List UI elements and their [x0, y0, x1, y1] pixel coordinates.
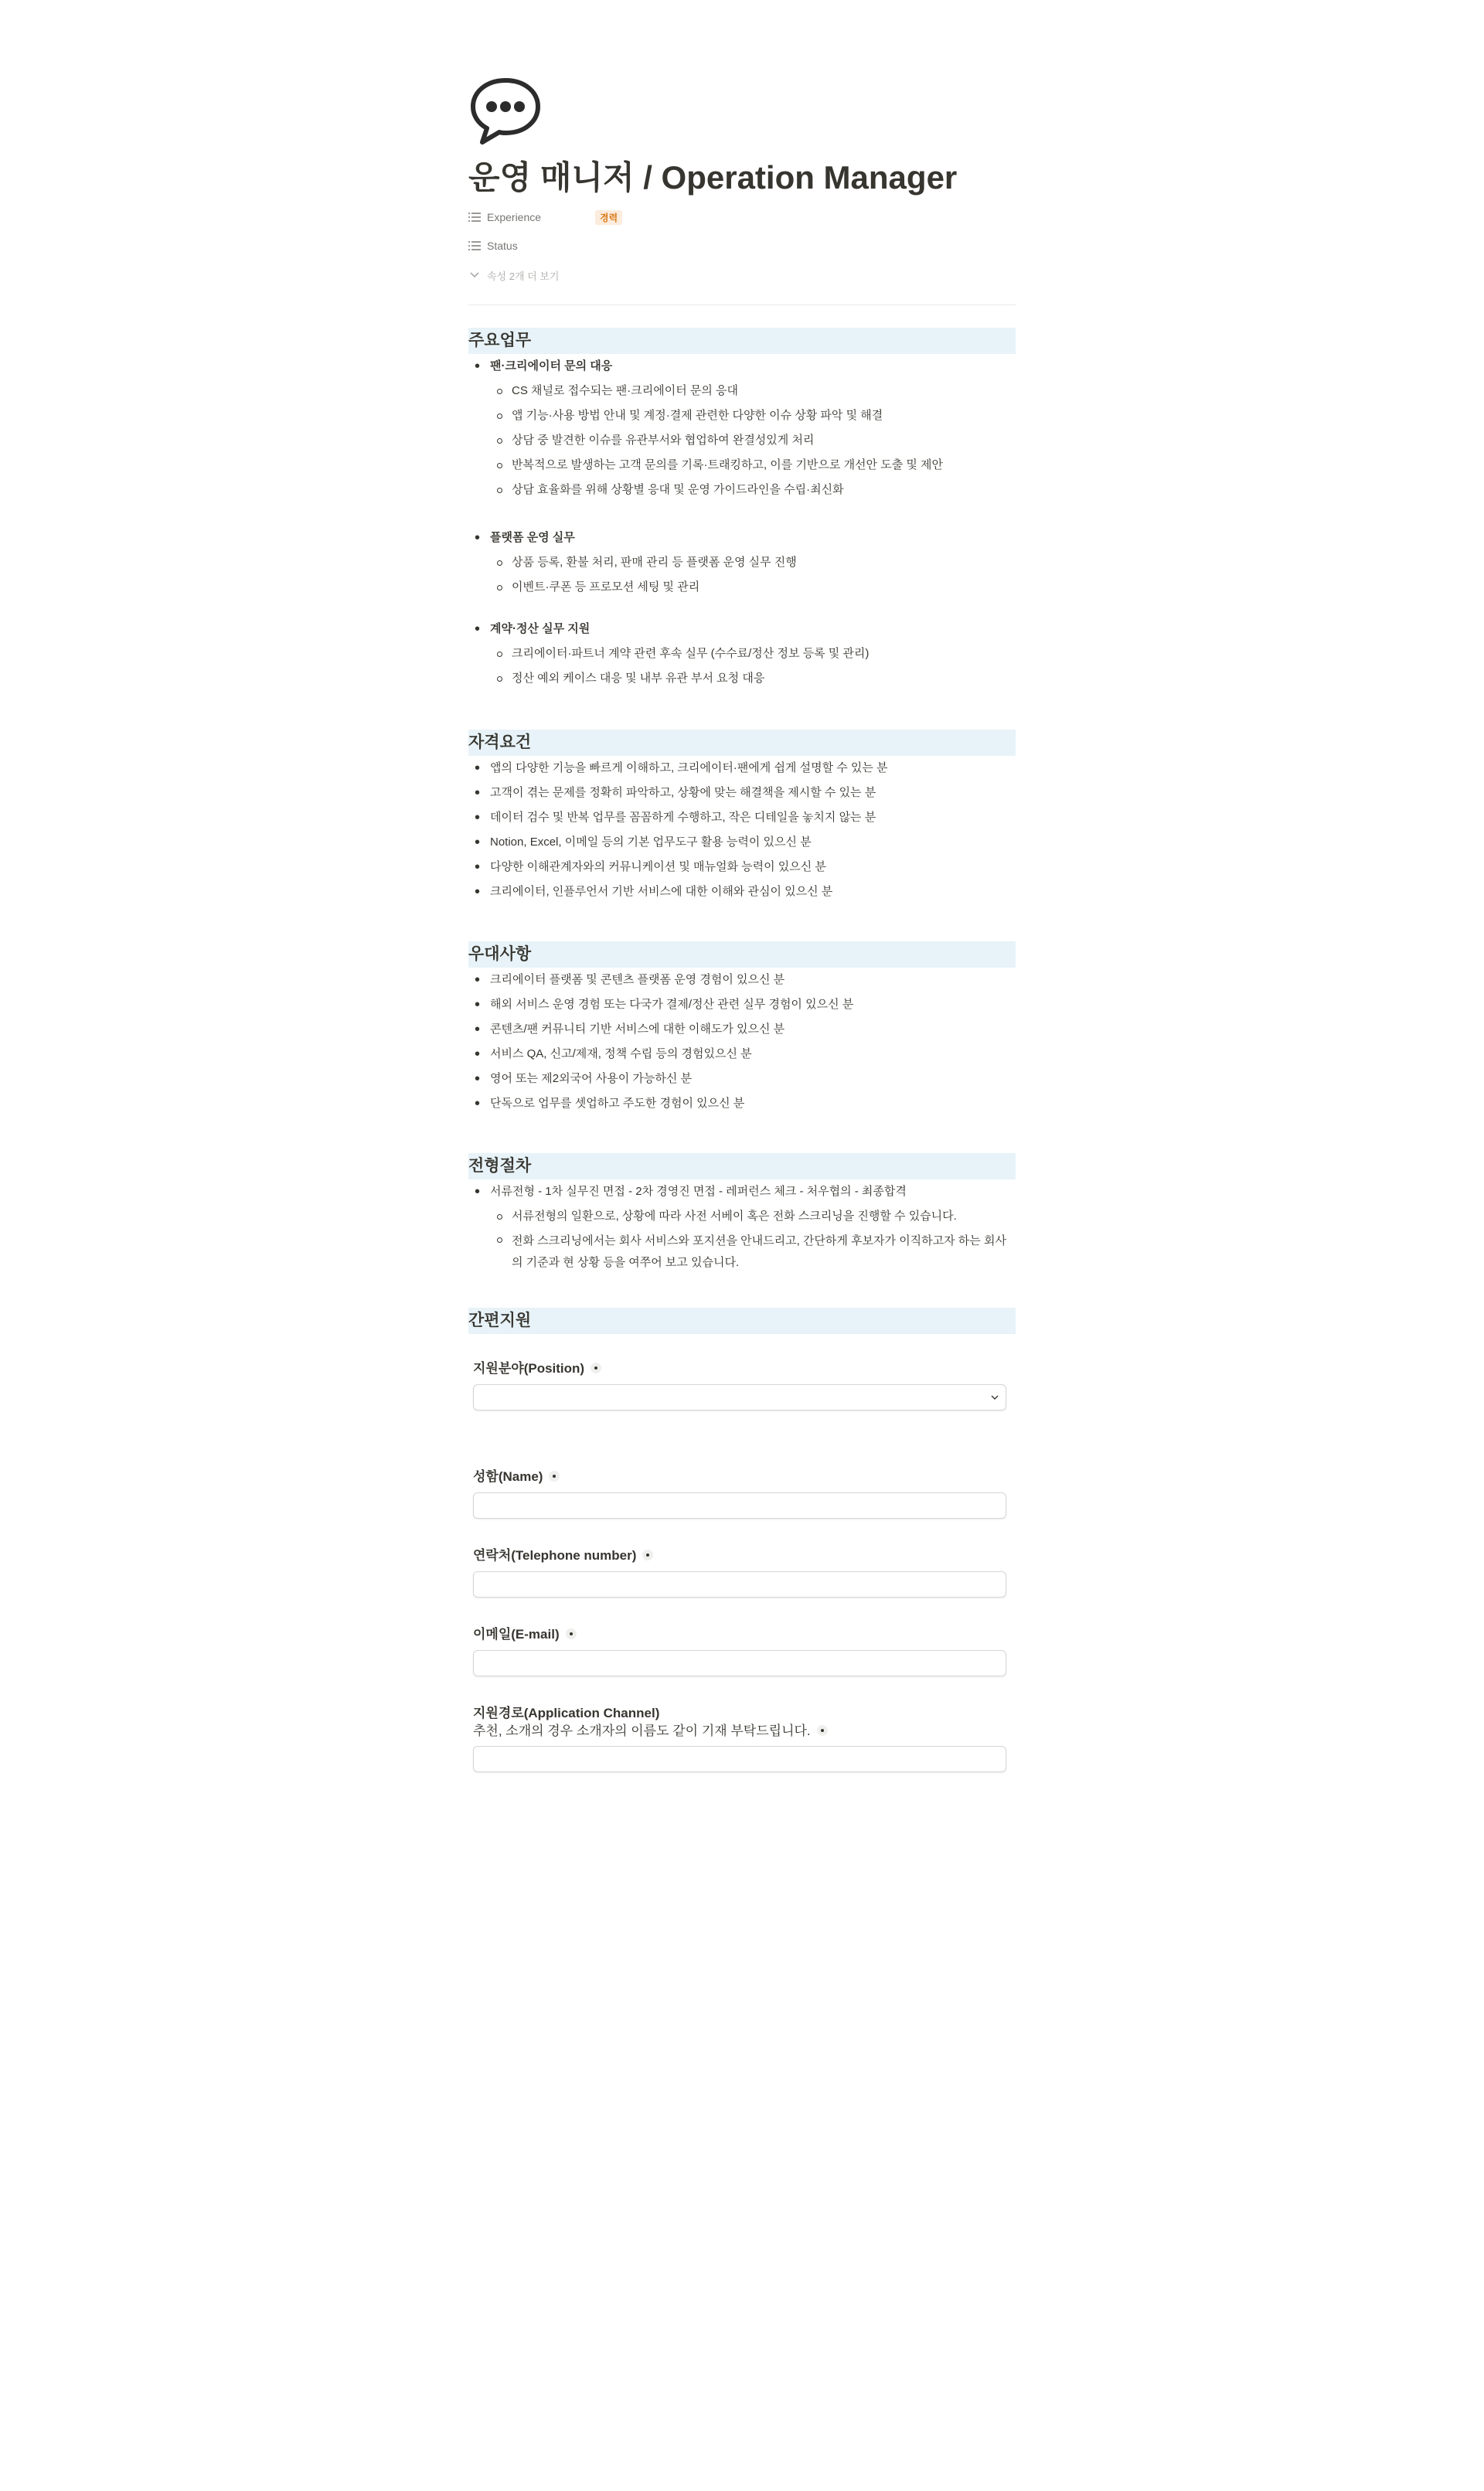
list-icon	[468, 240, 481, 251]
list-item: 전화 스크리닝에서는 회사 서비스와 포지션을 안내드리고, 간단하게 후보자가 이직하고자 하는 회사의 기준과 현 상황 등을 여쭈어 보고 있습니다.	[468, 1229, 1016, 1275]
position-select[interactable]	[473, 1384, 1006, 1411]
channel-input[interactable]	[474, 1747, 1006, 1771]
section-duties	[468, 328, 1016, 691]
list-item: • 서비스 QA, 신고/제재, 정책 수립 등의 경험있으신 분	[468, 1042, 1016, 1067]
show-more-properties-button[interactable]	[468, 265, 559, 285]
channel-description: 추천, 소개의 경우 소개자의 이름도 같이 기재 부탁드립니다.	[473, 1720, 828, 1739]
name-input[interactable]	[474, 1493, 1006, 1518]
section-process	[468, 1153, 1016, 1275]
chevron-down-icon	[990, 1393, 999, 1402]
list-item: • 앱의 다양한 기능을 빠르게 이해하고, 크리에이터·팬에게 쉽게 설명할 수 있는 분	[468, 756, 1016, 781]
list-item: 상담 중 발견한 이슈를 유관부서와 협업하여 완결성있게 처리	[468, 428, 1016, 453]
phone-input[interactable]	[474, 1572, 1006, 1597]
required-indicator-icon	[591, 1363, 601, 1373]
section-heading: 자격요건	[468, 730, 1016, 756]
list-item: • 콘텐츠/팬 커뮤니티 기반 서비스에 대한 이해도가 있으신 분	[468, 1017, 1016, 1042]
list-icon	[468, 212, 481, 223]
section-heading: 우대사항	[468, 941, 1016, 968]
list-item: 이벤트·쿠폰 등 프로모션 세팅 및 관리	[468, 575, 1016, 600]
list-item: 반복적으로 발생하는 고객 문의를 기록·트래킹하고, 이를 기반으로 개선안 도출 및 제안	[468, 453, 1016, 478]
phone-field[interactable]	[473, 1571, 1006, 1598]
list-item: • 계약·정산 실무 지원	[468, 617, 1016, 641]
section-qualifications	[468, 730, 1016, 904]
section-apply	[468, 1308, 1016, 1334]
required-indicator-icon	[566, 1628, 577, 1639]
speech-bubble-icon[interactable]	[468, 76, 543, 145]
property-experience[interactable]	[468, 207, 622, 227]
section-heading: 간편지원	[468, 1308, 1016, 1334]
position-input[interactable]	[474, 1385, 1006, 1410]
page-title: 운영 매니저 / Operation Manager	[468, 159, 958, 196]
channel-field[interactable]	[473, 1746, 1006, 1772]
show-more-label: 속성 2개 더 보기	[487, 270, 560, 282]
list-item: • 크리에이터, 인플루언서 기반 서비스에 대한 이해와 관심이 있으신 분	[468, 880, 1016, 904]
required-indicator-icon	[642, 1550, 653, 1560]
list-item: 서류전형의 일환으로, 상황에 따라 사전 서베이 혹은 전화 스크리닝을 진행할 수 있습니다.	[468, 1204, 1016, 1229]
experience-tag: 경력	[595, 210, 622, 225]
chevron-down-icon	[468, 270, 481, 281]
property-name: Status	[487, 240, 518, 252]
list-item: • 영어 또는 제2외국어 사용이 가능하신 분	[468, 1067, 1016, 1091]
required-indicator-icon	[817, 1725, 828, 1736]
section-heading: 전형절차	[468, 1153, 1016, 1179]
email-input[interactable]	[474, 1651, 1006, 1676]
email-field[interactable]	[473, 1650, 1006, 1676]
phone-label: 연락처(Telephone number)	[473, 1544, 653, 1564]
section-heading: 주요업무	[468, 328, 1016, 354]
list-item: 크리에이터·파트너 계약 관련 후속 실무 (수수료/정산 정보 등록 및 관리)	[468, 641, 1016, 666]
list-item: • 고객이 겪는 문제를 정확히 파악하고, 상황에 맞는 해결책을 제시할 수 있는 분	[468, 781, 1016, 805]
list-item: 정산 예외 케이스 대응 및 내부 유관 부서 요청 대응	[468, 666, 1016, 691]
email-label: 이메일(E-mail)	[473, 1623, 577, 1642]
section-preferred	[468, 941, 1016, 1116]
list-item: 앱 기능·사용 방법 안내 및 계정·결제 관련한 다양한 이슈 상황 파악 및 해결	[468, 403, 1016, 428]
duties-list	[468, 354, 1016, 502]
property-name: Experience	[487, 211, 542, 223]
property-status[interactable]	[468, 236, 595, 256]
name-field[interactable]	[473, 1492, 1006, 1519]
list-item: • Notion, Excel, 이메일 등의 기본 업무도구 활용 능력이 있으신 분	[468, 830, 1016, 855]
list-item: • 플랫폼 운영 실무	[468, 526, 1016, 550]
list-item: • 데이터 검수 및 반복 업무를 꼼꼼하게 수행하고, 작은 디테일을 놓치지 않는 분	[468, 805, 1016, 830]
list-item: 상품 등록, 환불 처리, 판매 관리 등 플랫폼 운영 실무 진행	[468, 550, 1016, 575]
list-item: • 서류전형 - 1차 실무진 면접 - 2차 경영진 면접 - 레퍼런스 체크 - 처우협의 - 최종합격	[468, 1179, 1016, 1204]
position-label: 지원분야(Position)	[473, 1357, 601, 1377]
list-item: • 단독으로 업무를 셋업하고 주도한 경험이 있으신 분	[468, 1091, 1016, 1116]
list-item: • 팬·크리에이터 문의 대응	[468, 354, 1016, 379]
list-item: 상담 효율화를 위해 상황별 응대 및 운영 가이드라인을 수립·최신화	[468, 478, 1016, 502]
list-item: CS 채널로 접수되는 팬·크리에이터 문의 응대	[468, 379, 1016, 403]
required-indicator-icon	[549, 1471, 560, 1482]
list-item: • 크리에이터 플랫폼 및 콘텐츠 플랫폼 운영 경험이 있으신 분	[468, 968, 1016, 992]
list-item: • 다양한 이해관계자와의 커뮤니케이션 및 매뉴얼화 능력이 있으신 분	[468, 855, 1016, 880]
channel-label: 지원경로(Application Channel)	[473, 1706, 660, 1720]
name-label: 성함(Name)	[473, 1465, 560, 1485]
list-item: • 해외 서비스 운영 경험 또는 다국가 결제/정산 관련 실무 경험이 있으신 분	[468, 992, 1016, 1017]
